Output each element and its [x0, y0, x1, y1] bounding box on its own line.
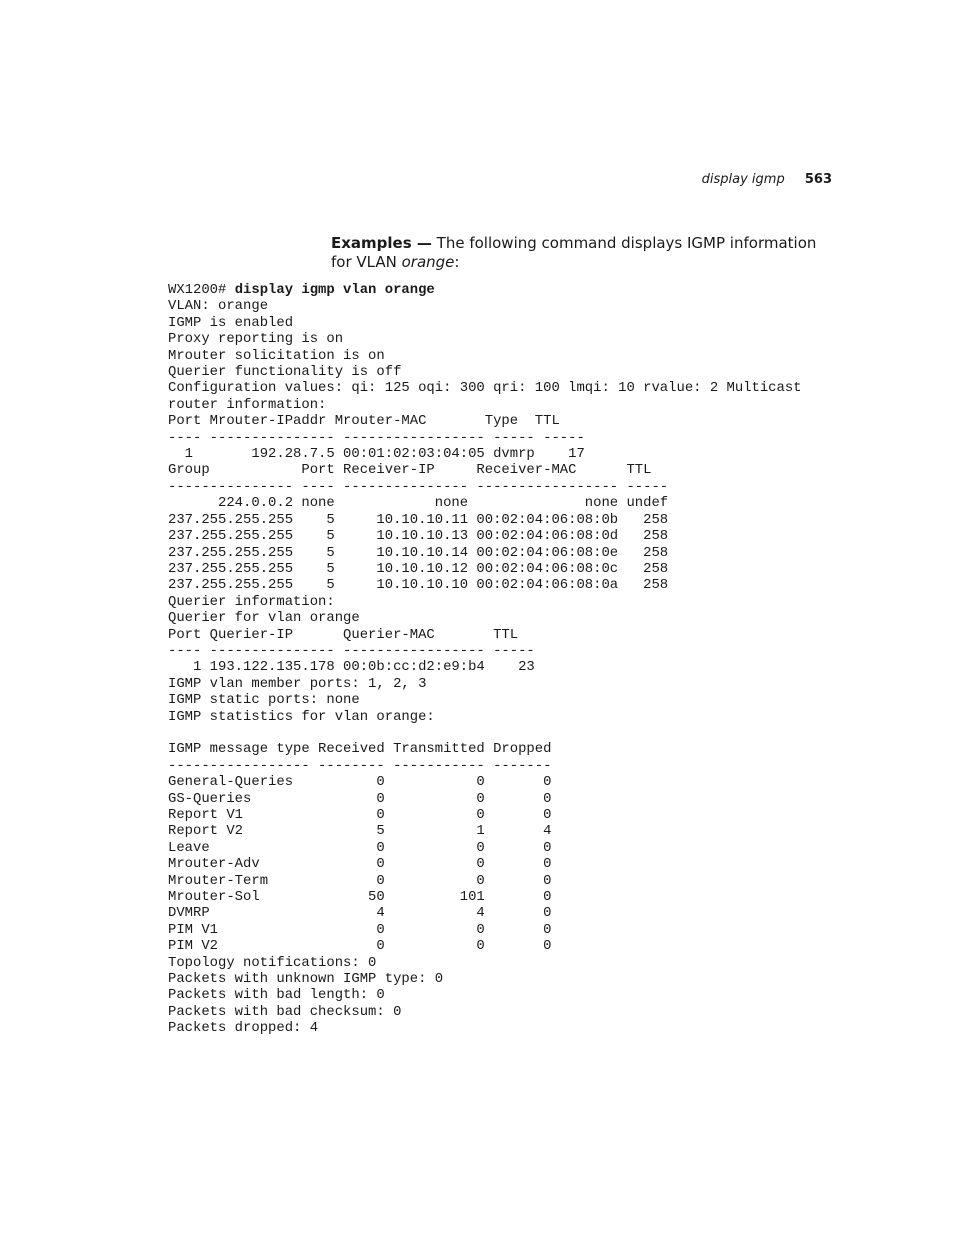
output-line: PIM V1 0 0 0: [168, 921, 552, 938]
output-line: Packets with bad checksum: 0: [168, 1003, 402, 1020]
output-line: 224.0.0.2 none none none undef: [168, 495, 669, 512]
section-title: display igmp: [701, 172, 785, 187]
output-line: Mrouter-Sol 50 101 0: [168, 889, 552, 906]
output-line: Report V2 5 1 4: [168, 823, 552, 840]
output-line: 237.255.255.255 5 10.10.10.12 00:02:04:06:08:0c 258: [168, 560, 669, 577]
output-line: ----------------- -------- ----------- -------: [168, 757, 552, 774]
running-header: [702, 171, 832, 189]
output-line: 237.255.255.255 5 10.10.10.13 00:02:04:06:08:0d 258: [168, 528, 669, 545]
output-line: Querier for vlan orange: [168, 610, 360, 627]
page-number: 563: [804, 172, 832, 187]
output-line: Packets with bad length: 0: [168, 987, 385, 1004]
output-line: Topology notifications: 0: [168, 954, 377, 971]
cli-output: [168, 282, 802, 1037]
output-line: Group Port Receiver-IP Receiver-MAC TTL: [168, 462, 652, 479]
output-line: 237.255.255.255 5 10.10.10.10 00:02:04:06:08:0a 258: [168, 577, 669, 594]
examples-intro: [331, 234, 831, 272]
output-line: 237.255.255.255 5 10.10.10.11 00:02:04:06:08:0b 258: [168, 511, 669, 528]
output-line: Mrouter-Adv 0 0 0: [168, 856, 552, 873]
output-line: Port Querier-IP Querier-MAC TTL: [168, 626, 519, 643]
output-line: router information:: [168, 396, 327, 413]
output-line: DVMRP 4 4 0: [168, 905, 552, 922]
output-lines: [168, 298, 802, 1036]
output-line: Configuration values: qi: 125 oqi: 300 qri: 100 lmqi: 10 rvalue: 2 Multicast: [168, 380, 802, 397]
intro-punct: :: [454, 253, 460, 271]
output-line: IGMP vlan member ports: 1, 2, 3: [168, 675, 427, 692]
output-line: ---- --------------- ----------------- -----: [168, 642, 535, 659]
output-line: Leave 0 0 0: [168, 839, 552, 856]
output-line: 237.255.255.255 5 10.10.10.14 00:02:04:06:08:0e 258: [168, 544, 669, 561]
output-line: ---- --------------- ----------------- ----- -----: [168, 429, 585, 446]
output-line: 1 193.122.135.178 00:0b:cc:d2:e9:b4 23: [168, 659, 535, 676]
output-line: IGMP static ports: none: [168, 692, 360, 709]
output-line: Mrouter-Term 0 0 0: [168, 872, 552, 889]
output-line: Packets with unknown IGMP type: 0: [168, 971, 444, 988]
output-line: Port Mrouter-IPaddr Mrouter-MAC Type TTL: [168, 413, 560, 430]
output-line: Mrouter solicitation is on: [168, 347, 385, 364]
output-line: GS-Queries 0 0 0: [168, 790, 552, 807]
intro-text: The following command displays IGMP information for VLAN: [331, 234, 817, 271]
output-line: Report V1 0 0 0: [168, 807, 552, 823]
output-line: Querier information:: [168, 593, 335, 610]
output-line: VLAN: orange: [168, 298, 269, 315]
output-line: Packets dropped: 4: [168, 1020, 319, 1037]
command-text: display igmp vlan orange: [234, 282, 435, 298]
output-line: PIM V2 0 0 0: [168, 938, 552, 955]
output-line: Querier functionality is off: [168, 364, 402, 381]
output-line: IGMP statistics for vlan orange:: [168, 708, 435, 725]
output-line: IGMP message type Received Transmitted Dropped: [168, 741, 552, 758]
command-prompt: WX1200#: [168, 282, 235, 298]
output-line: --------------- ---- --------------- ----------------- -----: [168, 478, 669, 495]
output-line: Proxy reporting is on: [168, 331, 344, 348]
examples-heading: Examples —: [331, 234, 432, 252]
vlan-name: orange: [401, 253, 455, 271]
output-line: 1 192.28.7.5 00:01:02:03:04:05 dvmrp 17: [168, 446, 585, 463]
output-line: General-Queries 0 0 0: [168, 774, 552, 791]
output-line: IGMP is enabled: [168, 314, 294, 331]
